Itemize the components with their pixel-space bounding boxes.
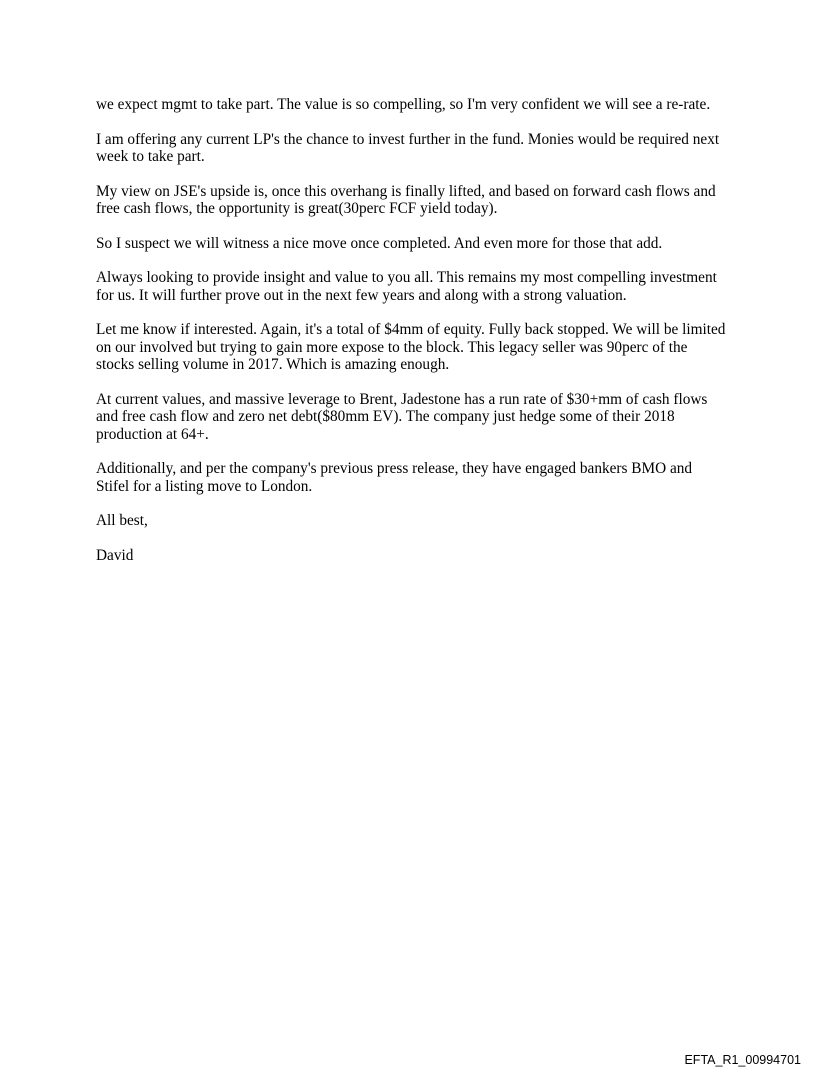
paragraph-nice-move: So I suspect we will witness a nice move once completed. And even more for those that add. <box>96 234 663 252</box>
paragraph-mgmt-rerate: we expect mgmt to take part. The value is so compelling, so I'm very confident we will see a re-rate. <box>96 96 711 113</box>
paragraph-jse-upside: My view on JSE's upside is, once this overhang is finally lifted, and based on forward cash flows and free cash flows, the opportunity is great(30perc FCF yield today). <box>96 182 716 217</box>
document-id-footer: EFTA_R1_00994701 <box>684 1053 801 1067</box>
paragraph-equity-total: Let me know if interested. Again, it's a total of $4mm of equity. Fully back stopped. We will be limited on our involved but trying to gain more expose to the block. This legacy seller was 90perc of the stocks selling volume in 2017. Which is amazing enough. <box>96 321 726 373</box>
paragraph-insight-value: Always looking to provide insight and value to you all. This remains my most compelling investment for us. It will further prove out in the next few years and along with a strong valuation. <box>96 269 717 304</box>
email-body <box>96 96 726 581</box>
paragraph-listing-london: Additionally, and per the company's previous press release, they have engaged bankers BMO and Stifel for a listing move to London. <box>96 460 693 495</box>
paragraph-current-values: At current values, and massive leverage to Brent, Jadestone has a run rate of $30+mm of cash flows and free cash flow and zero net debt($80mm EV). The company just hedge some of their 2018 production at 64+. <box>96 390 708 443</box>
paragraph-lp-offer: I am offering any current LP's the chance to invest further in the fund. Monies would be required next week to take part. <box>96 130 720 165</box>
signature: David <box>96 546 134 564</box>
closing-line: All best, <box>96 512 148 529</box>
